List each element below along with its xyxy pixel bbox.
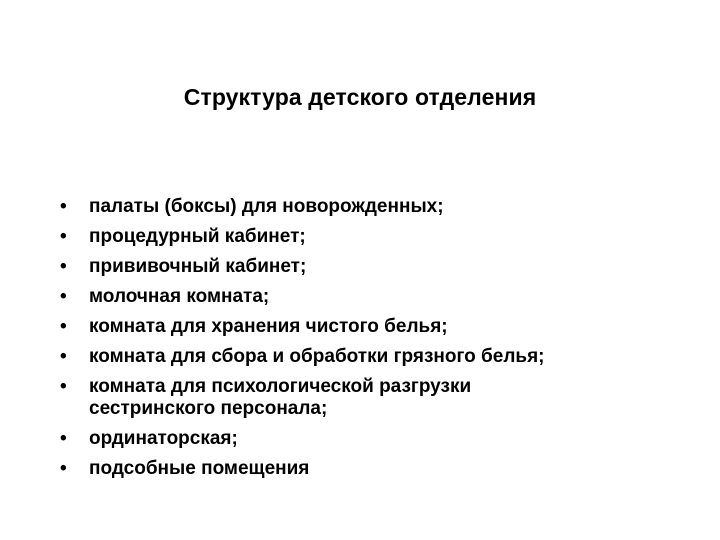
list-item-text: ординаторская;	[89, 428, 238, 449]
list-item	[60, 428, 660, 450]
list-item-text: комната для психологической разгрузки сестринского персонала;	[89, 376, 472, 419]
list-item-text: процедурный кабинет;	[89, 226, 306, 247]
bullet-icon: •	[60, 316, 67, 337]
bullet-icon: •	[60, 286, 67, 307]
bullet-icon: •	[60, 256, 67, 277]
list-item-text: прививочный кабинет;	[89, 256, 307, 277]
bullet-icon: •	[60, 226, 67, 247]
list-item	[60, 316, 660, 338]
list-item	[60, 376, 660, 420]
list-item	[60, 226, 660, 248]
bullet-icon: •	[60, 346, 67, 367]
bullet-icon: •	[60, 196, 67, 217]
list-item-text: подсобные помещения	[89, 458, 310, 479]
bullet-icon: •	[60, 428, 67, 449]
list-item	[60, 256, 660, 278]
bullet-icon: •	[60, 376, 67, 397]
bullet-icon: •	[60, 458, 67, 479]
list-item	[60, 286, 660, 308]
list-item-text: комната для хранения чистого белья;	[89, 316, 448, 337]
slide-title: Структура детского отделения	[183, 84, 537, 110]
bullet-list	[60, 196, 660, 488]
list-item	[60, 196, 660, 218]
list-item	[60, 458, 660, 480]
list-item	[60, 346, 660, 368]
list-item-text: комната для сбора и обработки грязного белья;	[89, 346, 545, 367]
list-item-text: палаты (боксы) для новорожденных;	[89, 196, 444, 217]
list-item-text: молочная комната;	[89, 286, 270, 307]
